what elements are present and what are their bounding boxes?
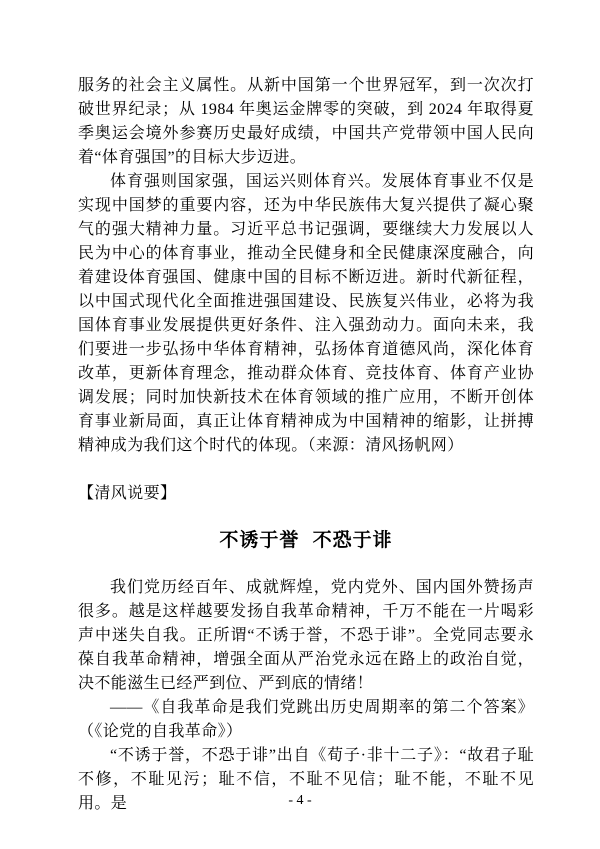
body-paragraph: 服务的社会主义属性。从新中国第一个世界冠军，到一次次打破世界纪录；从 1984 年奥运金牌零的突破，到 2024 年取得夏季奥运会境外参赛历史最好成绩，中国共产党带领中国人民向着“体育强国”的目标大步迈进。 — [78, 77, 534, 166]
page-number: - 4 - — [288, 793, 312, 808]
article-title: 不诱于誉 不恐于诽 — [219, 530, 393, 551]
article-attribution: ——《自我革命是我们党跳出历史周期率的第二个答案》（《论党的自我革命》） — [78, 699, 534, 740]
article-paragraph: 我们党历经百年、成就辉煌，党内党外、国内国外赞扬声很多。越是这样越要发扬自我革命精神，千万不能在一片喝彩声中迷失自我。正所谓“不诱于誉，不恐于诽”。全党同志要永葆自我革命精神，增强全面从严治党永远在路上的政治自觉，决不能滋生已经严到位、严到底的情绪！ — [78, 579, 534, 692]
section-header: 【清风说要】 — [78, 485, 177, 502]
article-paragraph: “不诱于誉，不恐于诽”出自《荀子·非十二子》：“故君子耻不修，不耻见污；耻不信，不耻不见信；耻不能，不耻不见用。是 — [78, 747, 534, 812]
body-paragraph: 体育强则国家强，国运兴则体育兴。发展体育事业不仅是实现中国梦的重要内容，还为中华民族伟大复兴提供了凝心聚气的强大精神力量。习近平总书记强调，要继续大力发展以人民为中心的体育事业，推动全民健身和全民健康深度融合，向着建设体育强国、健康中国的目标不断迈进。新时代新征程，以中国式现代化全面推进强国建设、民族复兴伟业，必将为我国体育事业发展提供更好条件、注入强劲动力。面向未来，我们要进一步弘扬中华体育精神，弘扬体育道德风尚，深化体育改革，更新体育理念，推动群众体育、竞技体育、体育产业协调发展；同时加快新技术在体育领域的推广应用，不断开创体育事业新局面，真正让体育精神成为中国精神的缩影，让拼搏精神成为我们这个时代的体现。（来源：清风扬帆网） — [78, 173, 534, 454]
